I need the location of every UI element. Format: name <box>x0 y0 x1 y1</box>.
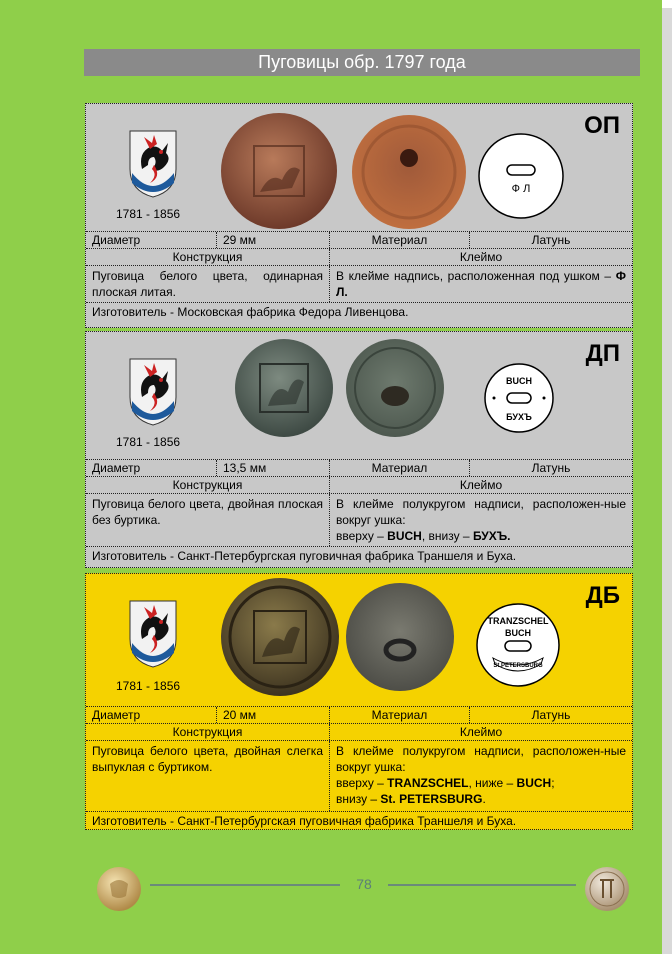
construction-header: Конструкция <box>172 725 243 739</box>
material-value: Латунь <box>469 232 632 248</box>
description-row <box>86 741 632 812</box>
construction-header: Конструкция <box>172 478 243 492</box>
material-label: Материал <box>329 460 469 476</box>
button-card-op <box>85 103 633 328</box>
material-value: Латунь <box>469 707 632 723</box>
page-shadow <box>662 8 672 954</box>
stamp-drawing-text: Ф Л <box>511 183 531 195</box>
spec-row <box>86 460 632 477</box>
coat-of-arms-icon <box>128 599 178 669</box>
construction-text: Пуговица белого цвета, одинарная плоская литая. <box>92 269 323 299</box>
footer-coin-right-icon <box>584 866 630 912</box>
construction-header: Конструкция <box>172 250 243 264</box>
card-years: 1781 - 1856 <box>116 679 181 693</box>
button-back-photo <box>345 338 445 438</box>
material-value: Латунь <box>469 460 632 476</box>
construction-text: Пуговица белого цвета, двойная плоская без буртика. <box>92 497 323 527</box>
button-code: ДП <box>585 340 620 367</box>
manufacturer: Изготовитель - Санкт-Петербургская пуговичная фабрика Траншеля и Буха. <box>92 814 517 828</box>
button-front-photo <box>220 577 340 697</box>
material-label: Материал <box>329 232 469 248</box>
stamp-drawing-top: BUCH <box>506 376 532 386</box>
footer-coin-left-icon <box>96 866 142 912</box>
stamp-drawing-mid: BUCH <box>505 628 531 638</box>
stamp-header: Клеймо <box>329 724 632 740</box>
card-years: 1781 - 1856 <box>116 207 181 221</box>
button-card-dp <box>85 331 633 568</box>
diameter-value: 13,5 мм <box>216 460 329 476</box>
page-number: 78 <box>356 876 372 892</box>
diameter-value: 29 мм <box>216 232 329 248</box>
diameter-label: Диаметр <box>92 708 141 722</box>
footer-rule-left <box>150 884 340 886</box>
stamp-text: В клейме полукругом надписи, расположен-ные вокруг ушка: вверху – BUCH, внизу – БУХЪ. <box>329 494 632 546</box>
description-row <box>86 494 632 547</box>
diameter-value: 20 мм <box>216 707 329 723</box>
header-row <box>86 724 632 741</box>
page-title: Пуговицы обр. 1797 года <box>84 49 640 76</box>
spec-row <box>86 232 632 249</box>
stamp-header: Клеймо <box>329 477 632 493</box>
button-card-db <box>85 573 633 830</box>
diameter-label: Диаметр <box>92 461 141 475</box>
button-back-photo <box>351 114 467 230</box>
stamp-drawing-top: TRANZSCHEL <box>487 616 549 626</box>
manufacturer: Изготовитель - Московская фабрика Федора Ливенцова. <box>92 305 409 319</box>
construction-text: Пуговица белого цвета, двойная слегка выпуклая с буртиком. <box>92 744 323 774</box>
button-code: ОП <box>584 112 620 139</box>
stamp-text: В клейме надпись, расположенная под ушком – Ф Л. <box>329 266 632 302</box>
footer-rule-right <box>388 884 576 886</box>
coat-of-arms-icon <box>128 129 178 199</box>
material-label: Материал <box>329 707 469 723</box>
stamp-drawing <box>477 132 565 220</box>
stamp-header: Клеймо <box>329 249 632 265</box>
stamp-drawing <box>475 602 561 688</box>
manufacturer: Изготовитель - Санкт-Петербургская пуговичная фабрика Траншеля и Буха. <box>92 549 517 563</box>
stamp-drawing-bottom: БУХЪ <box>506 412 532 422</box>
card-images <box>86 574 632 707</box>
stamp-drawing-bottom: St.PETERSBURG <box>493 663 543 669</box>
button-front-photo <box>220 112 338 230</box>
spec-row <box>86 707 632 724</box>
header-row <box>86 477 632 494</box>
stamp-text: В клейме полукругом надписи, расположен-ные вокруг ушка: вверху – TRANZSCHEL, ниже – BUCH; внизу – St. PETERSBURG. <box>329 741 632 811</box>
card-images <box>86 104 632 232</box>
stamp-drawing <box>483 362 555 434</box>
button-code: ДБ <box>585 582 620 609</box>
coat-of-arms-icon <box>128 357 178 427</box>
button-front-photo <box>234 338 334 438</box>
card-images <box>86 332 632 460</box>
diameter-label: Диаметр <box>92 233 141 247</box>
header-row <box>86 249 632 266</box>
card-years: 1781 - 1856 <box>116 435 181 449</box>
description-row <box>86 266 632 303</box>
button-back-photo <box>345 582 455 692</box>
